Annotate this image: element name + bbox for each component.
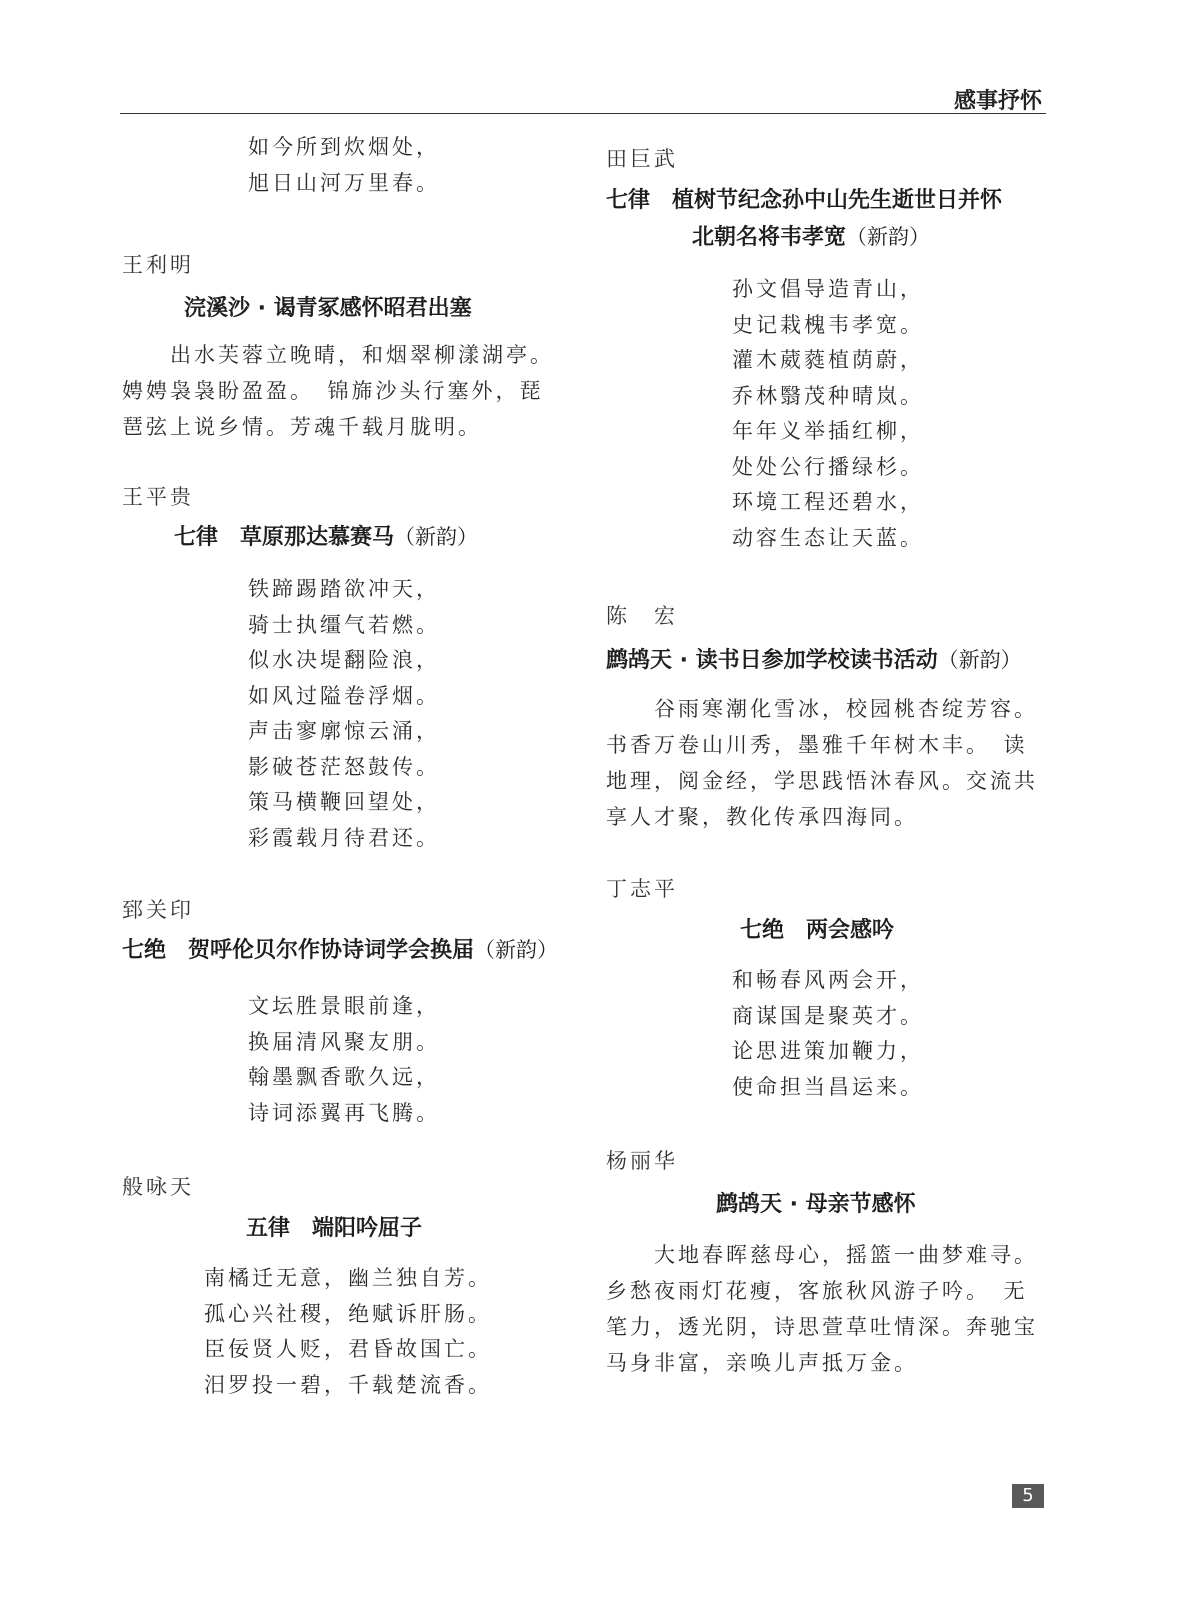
poem-title: 鹧鸪天 · 母亲节感怀 [716, 1192, 916, 1217]
poem-title-text: 七律 草原那达慕赛马 [174, 525, 395, 550]
ci-line: 琶弦上说乡情。芳魂千载月胧明。 [122, 415, 482, 439]
verse-line: 史记栽槐韦孝宽。 [732, 312, 924, 337]
verse-line: 臣佞贤人贬，君昏故国亡。 [204, 1337, 492, 1361]
verse-line: 使命担当昌运来。 [732, 1074, 924, 1099]
verse-line: 环境工程还碧水， [732, 490, 924, 514]
poem-title-line2 [606, 219, 1056, 256]
ci-line: 谷雨寒潮化雪冰，校园桃杏绽芳容。 [654, 697, 1038, 721]
verse-line: 乔林翳茂种晴岚。 [732, 383, 924, 408]
poem-title [122, 519, 572, 556]
poem-title-note: （新韵） [474, 938, 559, 962]
verse-line: 换届清风聚友朋。 [248, 1029, 440, 1054]
poem-yang-lihua [606, 1145, 1056, 1381]
poem-author: 般咏天 [122, 1175, 194, 1199]
poem-author: 郅关印 [122, 898, 194, 922]
poem-title-note: （新韵） [846, 225, 931, 249]
verse-line: 商谋国是聚英才。 [732, 1003, 924, 1028]
poem-author: 王平贵 [122, 485, 194, 509]
poem-zhi-guanyin [122, 894, 572, 1131]
poem-wang-liming [122, 249, 572, 445]
ci-line: 娉娉袅袅盼盈盈。 锦旆沙头行塞外，琵 [122, 379, 544, 403]
poem-title: 七绝 两会感吟 [740, 918, 895, 943]
verse-line: 铁蹄踢踏欲冲天， [248, 577, 440, 601]
verse-line: 声击寥廓惊云涌， [248, 719, 440, 743]
poem-title-line1: 七律 植树节纪念孙中山先生逝世日并怀 [606, 188, 1003, 213]
poem-wang-pinggui [122, 481, 572, 856]
verse-line: 动容生态让天蓝。 [732, 525, 924, 550]
verse-line: 彩霞载月待君还。 [248, 825, 440, 850]
ci-line: 地理，阅金经，学思践悟沐春风。交流共 [606, 769, 1038, 793]
verse-line: 似水决堤翻险浪， [248, 648, 440, 672]
ci-line: 享人才聚，教化传承四海同。 [606, 805, 918, 829]
ci-line: 出水芙蓉立晚晴，和烟翠柳漾湖亭。 [170, 343, 554, 367]
right-column [606, 143, 1056, 1381]
poem-title-text: 七绝 贺呼伦贝尔作协诗词学会换届 [122, 938, 475, 963]
verse-line: 和畅春风两会开， [732, 968, 924, 992]
poem-author: 杨丽华 [606, 1149, 678, 1173]
verse-line: 年年义举插红柳， [732, 419, 924, 443]
poem-author: 陈 宏 [606, 604, 678, 628]
ci-line: 大地春晖慈母心，摇篮一曲梦难寻。 [654, 1243, 1038, 1267]
section-title: 感事抒怀 [953, 89, 1042, 114]
ci-line: 书香万卷山川秀，墨雅千年树木丰。 读 [606, 733, 1028, 757]
ci-line: 笔力，透光阴，诗思萱草吐情深。奔驰宝 [606, 1315, 1038, 1339]
page-number: 5 [1012, 1484, 1044, 1508]
verse-line: 论思进策加鞭力， [732, 1039, 924, 1063]
poem-ding-zhiping [606, 873, 1056, 1105]
poem-title [606, 642, 1056, 679]
poem-title: 五律 端阳吟屈子 [246, 1216, 423, 1241]
verse-line: 灌木葳蕤植荫蔚， [732, 348, 924, 372]
continuation-verse [122, 130, 572, 201]
verse-line: 骑士执缰气若燃。 [248, 612, 440, 637]
poem-ban-yongtian [122, 1171, 572, 1403]
header-divider [120, 113, 1046, 114]
verse-line: 南橘迁无意，幽兰独自芳。 [204, 1266, 492, 1290]
poem-author: 王利明 [122, 253, 194, 277]
poem-author: 田巨武 [606, 147, 678, 171]
poem-author: 丁志平 [606, 877, 678, 901]
poem-title: 浣溪沙 · 谒青冢感怀昭君出塞 [184, 296, 472, 321]
verse-line: 如风过隘卷浮烟。 [248, 683, 440, 708]
verse-line: 如今所到炊烟处， [248, 135, 440, 159]
verse-line: 文坛胜景眼前逢， [248, 994, 440, 1018]
poem-title-text: 鹧鸪天 · 读书日参加学校读书活动 [606, 648, 938, 673]
verse-line: 影破苍茫怒鼓传。 [248, 754, 440, 779]
poem-title-text: 北朝名将韦孝宽 [692, 225, 847, 250]
verse-line: 诗词添翼再飞腾。 [248, 1100, 440, 1125]
poem-title-note: （新韵） [937, 648, 1022, 672]
verse-line: 汨罗投一碧，千载楚流香。 [204, 1372, 492, 1397]
verse-line: 旭日山河万里春。 [248, 170, 440, 195]
poem-title [122, 932, 572, 969]
verse-line: 孤心兴社稷，绝赋诉肝肠。 [204, 1301, 492, 1326]
verse-line: 策马横鞭回望处， [248, 790, 440, 814]
poem-title-note: （新韵） [394, 525, 479, 549]
ci-line: 乡愁夜雨灯花瘦，客旅秋风游子吟。 无 [606, 1279, 1028, 1303]
verse-line: 翰墨飘香歌久远， [248, 1065, 440, 1089]
verse-line: 处处公行播绿杉。 [732, 454, 924, 479]
poem-chen-hong [606, 600, 1056, 835]
verse-line: 孙文倡导造青山， [732, 277, 924, 301]
ci-line: 马身非富，亲唤儿声抵万金。 [606, 1351, 918, 1375]
poem-tian-juwu [606, 143, 1056, 556]
left-column [122, 130, 572, 1403]
